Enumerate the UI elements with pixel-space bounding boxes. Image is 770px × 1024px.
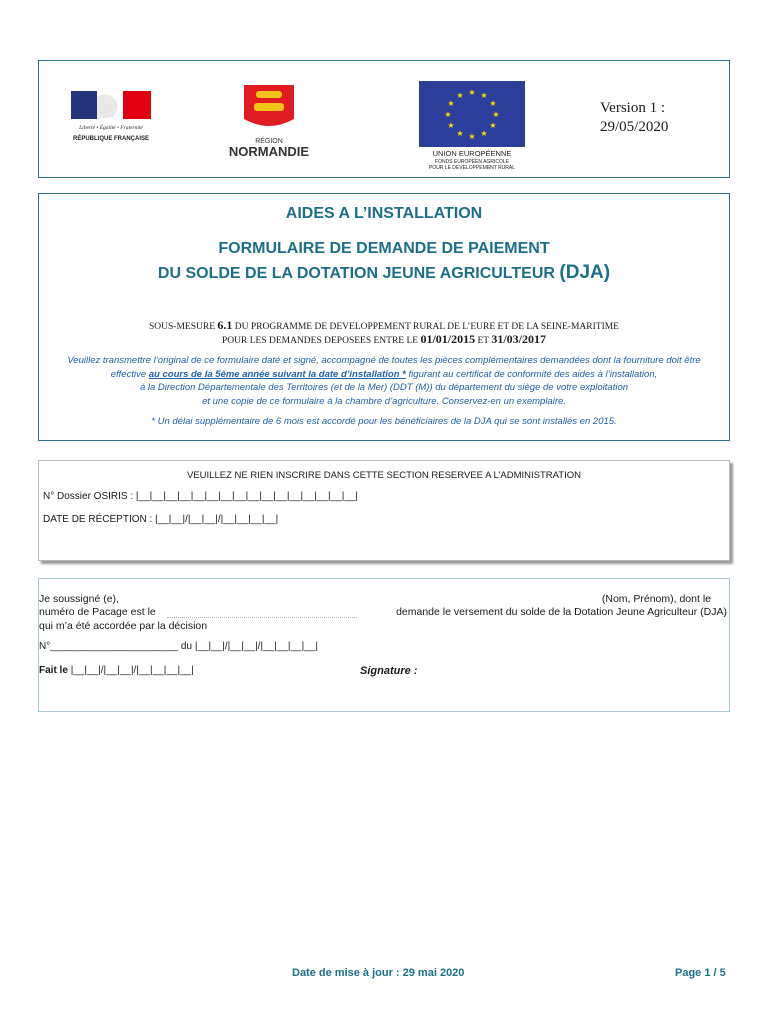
instruction-line-2-pre: effective [110,368,147,380]
osiris-number-field[interactable]: N° Dossier OSIRIS : |__|__|__|__|__|__|__|__|__|__|__|__|__|__|__|__| [43,491,359,502]
signature-label: Signature : [360,665,418,677]
instruction-line-2 [39,368,729,382]
svg-text:★: ★ [480,91,488,100]
dates-depot-pre: POUR LES DEMANDES DEPOSEES ENTRE LE [222,336,419,346]
instruction-line-2-post: figurant au certificat de conformité des aides à l’installation, [408,368,658,380]
admin-section-title: VEUILLEZ NE RIEN INSCRIRE DANS CETTE SECTION RESERVEE A L’ADMINISTRATION [187,470,581,481]
nom-prenom-label: (Nom, Prénom), dont le [601,593,711,605]
footer-update-date: Date de mise à jour : 29 mai 2020 [292,967,465,979]
svg-text:★: ★ [456,129,464,138]
union-europeenne-logo [417,79,527,171]
logo-normandie-name: NORMANDIE [228,144,310,159]
declaration-box [38,578,730,712]
title-dja: (DJA) [559,262,611,283]
sous-mesure-post: DU PROGRAMME DE DEVELOPPEMENT RURAL DE L’EURE ET DE LA SEINE-MARITIME [234,322,619,332]
logo-eu-name: UNION EUROPÉENNE [432,149,512,158]
instruction-line-3: à la Direction Départementale des Territoires (et de la Mer) (DDT (M)) du département du siège de votre exploitation [139,382,629,393]
date-fin: 31/03/2017 [491,332,546,346]
fait-le-line [39,665,194,676]
republique-francaise-logo [61,87,161,151]
version-label: Version 1 : [600,100,665,116]
decision-label: qui m’a été accordée par la décision [39,620,208,632]
version-date: 29/05/2020 [600,119,669,135]
title-formulaire: FORMULAIRE DE DEMANDE DE PAIEMENT [218,240,550,257]
logo-rf-motto: Liberté • Égalité • Fraternité [79,125,143,131]
delai-note: * Un délai supplémentaire de 6 mois est accordé pour les bénéficiaires de la DJA qui se sont installés en 2015. [151,416,617,427]
sous-mesure-number: 6.1 [217,318,233,332]
svg-text:★: ★ [456,91,464,100]
svg-text:★: ★ [489,99,497,108]
logo-rf-name: RÉPUBLIQUE FRANÇAISE [72,136,150,142]
instruction-deadline: au cours de la 5ème année suivant la date d’installation * [148,368,406,380]
instruction-line-4: et une copie de ce formulaire à la chambre d’agriculture. Conservez-en un exemplaire. [202,395,566,407]
logo-eu-fund-line2: POUR LE DEVELOPPEMENT RURAL [428,165,516,171]
reception-date-field[interactable]: DATE DE RÉCEPTION : |__|__|/|__|__|/|__|__|__|__| [43,514,279,525]
decision-number-date-field[interactable]: N°_______________________ du |__|__|/|__|__|/|__|__|__|__| [39,641,318,652]
form-title-box [38,193,730,441]
admin-reserved-box [38,460,730,561]
svg-text:★: ★ [492,110,500,119]
fait-le-label: Fait le [39,665,68,676]
svg-text:★: ★ [468,88,476,97]
date-debut: 01/01/2015 [420,332,476,346]
svg-text:★: ★ [447,121,455,130]
dates-depot-line [39,332,729,347]
title-solde-text: DU SOLDE DE LA DOTATION JEUNE AGRICULTEUR [157,265,555,282]
demande-versement-text: demande le versement du solde de la Dotation Jeune Agriculteur (DJA) [396,606,727,618]
footer-page-number: Page 1 / 5 [675,967,726,979]
svg-text:★: ★ [468,132,476,141]
header-logos-box [38,60,730,178]
pacage-field[interactable] [167,606,357,618]
pacage-label: numéro de Pacage est le [39,606,156,618]
title-solde [39,262,729,284]
sous-mesure-pre: SOUS-MESURE [149,322,216,332]
fait-le-date-field[interactable]: |__|__|/|__|__|/|__|__|__|__| [70,665,194,676]
instruction-line-1: Veuillez transmettre l’original de ce formulaire daté et signé, accompagné de toutes les pièces complémentaires demandées dont la fourniture doit être [67,355,701,366]
svg-text:★: ★ [444,110,452,119]
logo-normandie-region: RÉGION [255,138,283,145]
logo-eu-fund: FONDS EUROPEEN AGRICOLE [435,159,509,165]
svg-text:★: ★ [480,129,488,138]
svg-text:★: ★ [447,99,455,108]
instructions [39,354,729,408]
svg-text:★: ★ [489,121,497,130]
dates-depot-mid: ET [477,336,489,346]
soussigne-label: Je soussigné (e), [39,593,119,605]
region-normandie-logo [214,81,324,161]
sous-mesure-line [39,318,729,333]
version-info [600,99,668,137]
title-aides: AIDES A L’INSTALLATION [285,205,483,222]
